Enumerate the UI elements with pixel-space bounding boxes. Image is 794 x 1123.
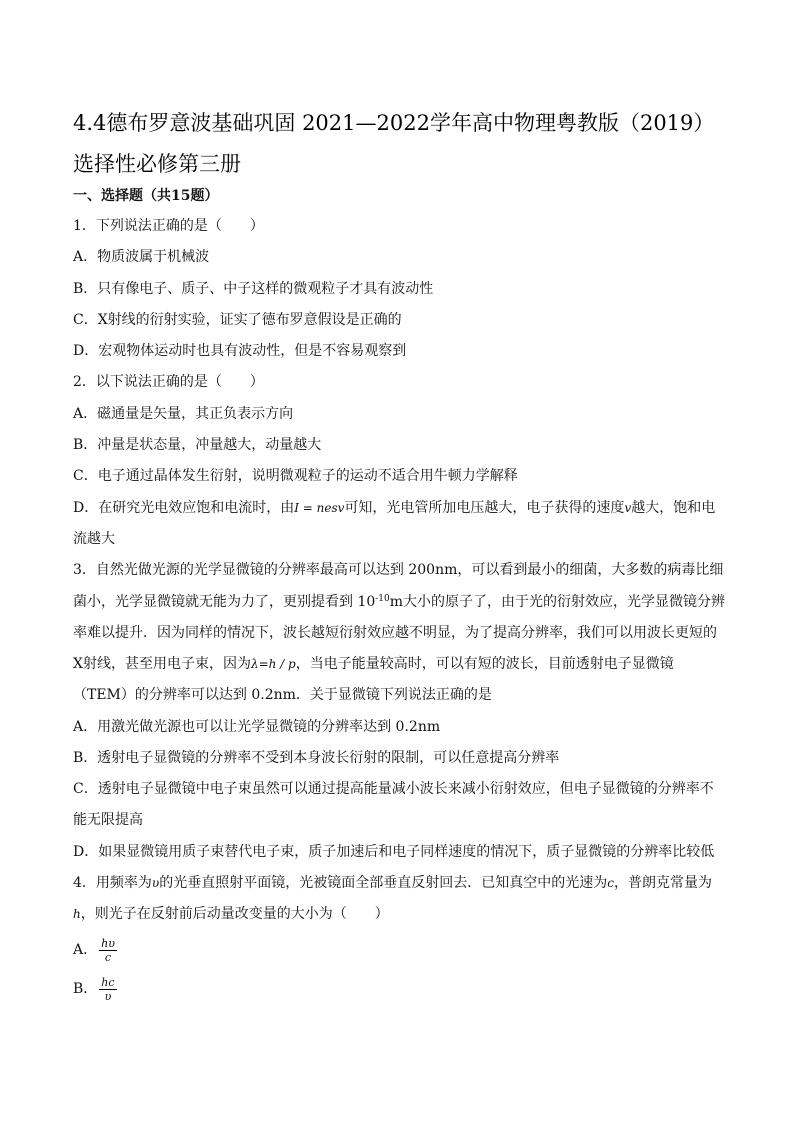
q4-option-b bbox=[73, 972, 721, 1006]
q3-stem-line-1: 3．自然光做光源的光学显微镜的分辨率最高可以达到 200nm，可以看到最小的细菌，大多数的病毒比细 bbox=[73, 562, 724, 578]
q2-option-b: B．冲量是状态量，冲量越大，动量越大 bbox=[73, 437, 322, 453]
q4-a-fraction bbox=[99, 937, 117, 964]
q4-planck-symbol: h bbox=[73, 907, 81, 921]
q4-b-label: B． bbox=[73, 981, 98, 997]
q3-l4-formula: λ=h / p bbox=[250, 657, 296, 671]
q2-d-text-2: 可知，光电管所加电压越大，电子获得的速度 bbox=[344, 500, 625, 516]
q3-stem-line-4 bbox=[73, 654, 721, 674]
q2-d-velocity-symbol: v bbox=[624, 501, 632, 515]
q3-option-a: A．用激光做光源也可以让光学显微镜的分辨率达到 0.2nm bbox=[73, 719, 441, 735]
q4-b-numerator: hc bbox=[101, 975, 115, 989]
q1-option-d: D．宏观物体运动时也具有波动性，但是不容易观察到 bbox=[73, 343, 407, 359]
q3-l2-text-2: m大小的原子了，由于光的衍射效应，光学显微镜分辨 bbox=[389, 594, 726, 610]
q4-a-numerator: hυ bbox=[101, 936, 115, 950]
q3-option-c: C．透射电子显微镜中电子束虽然可以通过提高能量减小波长来减小衍射效应，但电子显微镜的分辨率不 bbox=[73, 781, 714, 797]
q3-stem-line-2 bbox=[73, 592, 726, 612]
q4-a-denominator: c bbox=[104, 950, 112, 964]
q1-option-b: B．只有像电子、质子、中子这样的微观粒子才具有波动性 bbox=[73, 281, 434, 297]
q3-l2-exponent: -10 bbox=[375, 594, 390, 604]
q1-stem: 1．下列说法正确的是（ ） bbox=[73, 218, 264, 234]
section-heading: 一、选择题（共15题） bbox=[73, 188, 219, 204]
q4-b-fraction bbox=[99, 976, 116, 1003]
q3-l4-text-1: X射线，甚至用电子束，因为 bbox=[73, 656, 251, 672]
q4-b-denominator: υ bbox=[104, 989, 112, 1003]
q4-l1-text-3: ，普朗克常量为 bbox=[613, 875, 712, 891]
q4-l1-text-2: 的光垂直照射平面镜，光被镜面全部垂直反射回去．已知真空中的光速为 bbox=[159, 875, 608, 891]
document-title: 4.4德布罗意波基础巩固 2021—2022学年高中物理粤教版（2019）选择性必修第三册 bbox=[73, 111, 715, 176]
q3-stem-line-3: 率难以提升．因为同样的情况下，波长越短衍射效应越不明显，为了提高分辨率，我们可以用波长更短的 bbox=[73, 625, 717, 641]
q3-option-c-continued: 能无限提高 bbox=[73, 812, 143, 828]
q4-light-speed-symbol: c bbox=[607, 876, 614, 890]
q4-l2-text: ，则光子在反射前后动量改变量的大小为（ ） bbox=[80, 906, 389, 922]
q2-d-formula: I = nesv bbox=[294, 501, 345, 515]
q3-l2-text-1: 菌小，光学显微镜就无能为力了，更别提看到 10 bbox=[73, 594, 376, 610]
q1-option-c: C．X射线的衍射实验，证实了德布罗意假设是正确的 bbox=[73, 312, 402, 328]
q4-option-a bbox=[73, 933, 721, 967]
q4-a-label: A． bbox=[73, 942, 98, 958]
q3-option-d: D．如果显微镜用质子束替代电子束，质子加速后和电子同样速度的情况下，质子显微镜的分辨率比较低 bbox=[73, 844, 715, 860]
q3-stem-line-5: （TEM）的分辨率可以达到 0.2nm．关于显微镜下列说法正确的是 bbox=[73, 687, 492, 703]
q3-option-b: B．透射电子显微镜的分辨率不受到本身波长衍射的限制，可以任意提高分辨率 bbox=[73, 750, 560, 766]
q2-option-a: A．磁通量是矢量，其正负表示方向 bbox=[73, 406, 294, 422]
q4-stem-line-1 bbox=[73, 873, 721, 893]
q4-stem-line-2 bbox=[73, 904, 721, 924]
q2-d-text-3: 越大，饱和电 bbox=[631, 500, 716, 516]
q2-d-text-1: D．在研究光电效应饱和电流时，由 bbox=[73, 500, 295, 516]
q4-l1-text-1: 4．用频率为 bbox=[73, 875, 152, 891]
q3-l4-text-2: ，当电子能量较高时，可以有短的波长，目前透射电子显微镜 bbox=[295, 656, 674, 672]
q2-option-d-continued: 流越大 bbox=[73, 531, 115, 547]
q1-option-a: A．物质波属于机械波 bbox=[73, 249, 210, 265]
q4-frequency-symbol: υ bbox=[151, 876, 160, 890]
q2-option-c: C．电子通过晶体发生衍射，说明微观粒子的运动不适合用牛顿力学解释 bbox=[73, 468, 518, 484]
q2-option-d bbox=[73, 498, 721, 518]
q2-stem: 2．以下说法正确的是（ ） bbox=[73, 374, 264, 390]
